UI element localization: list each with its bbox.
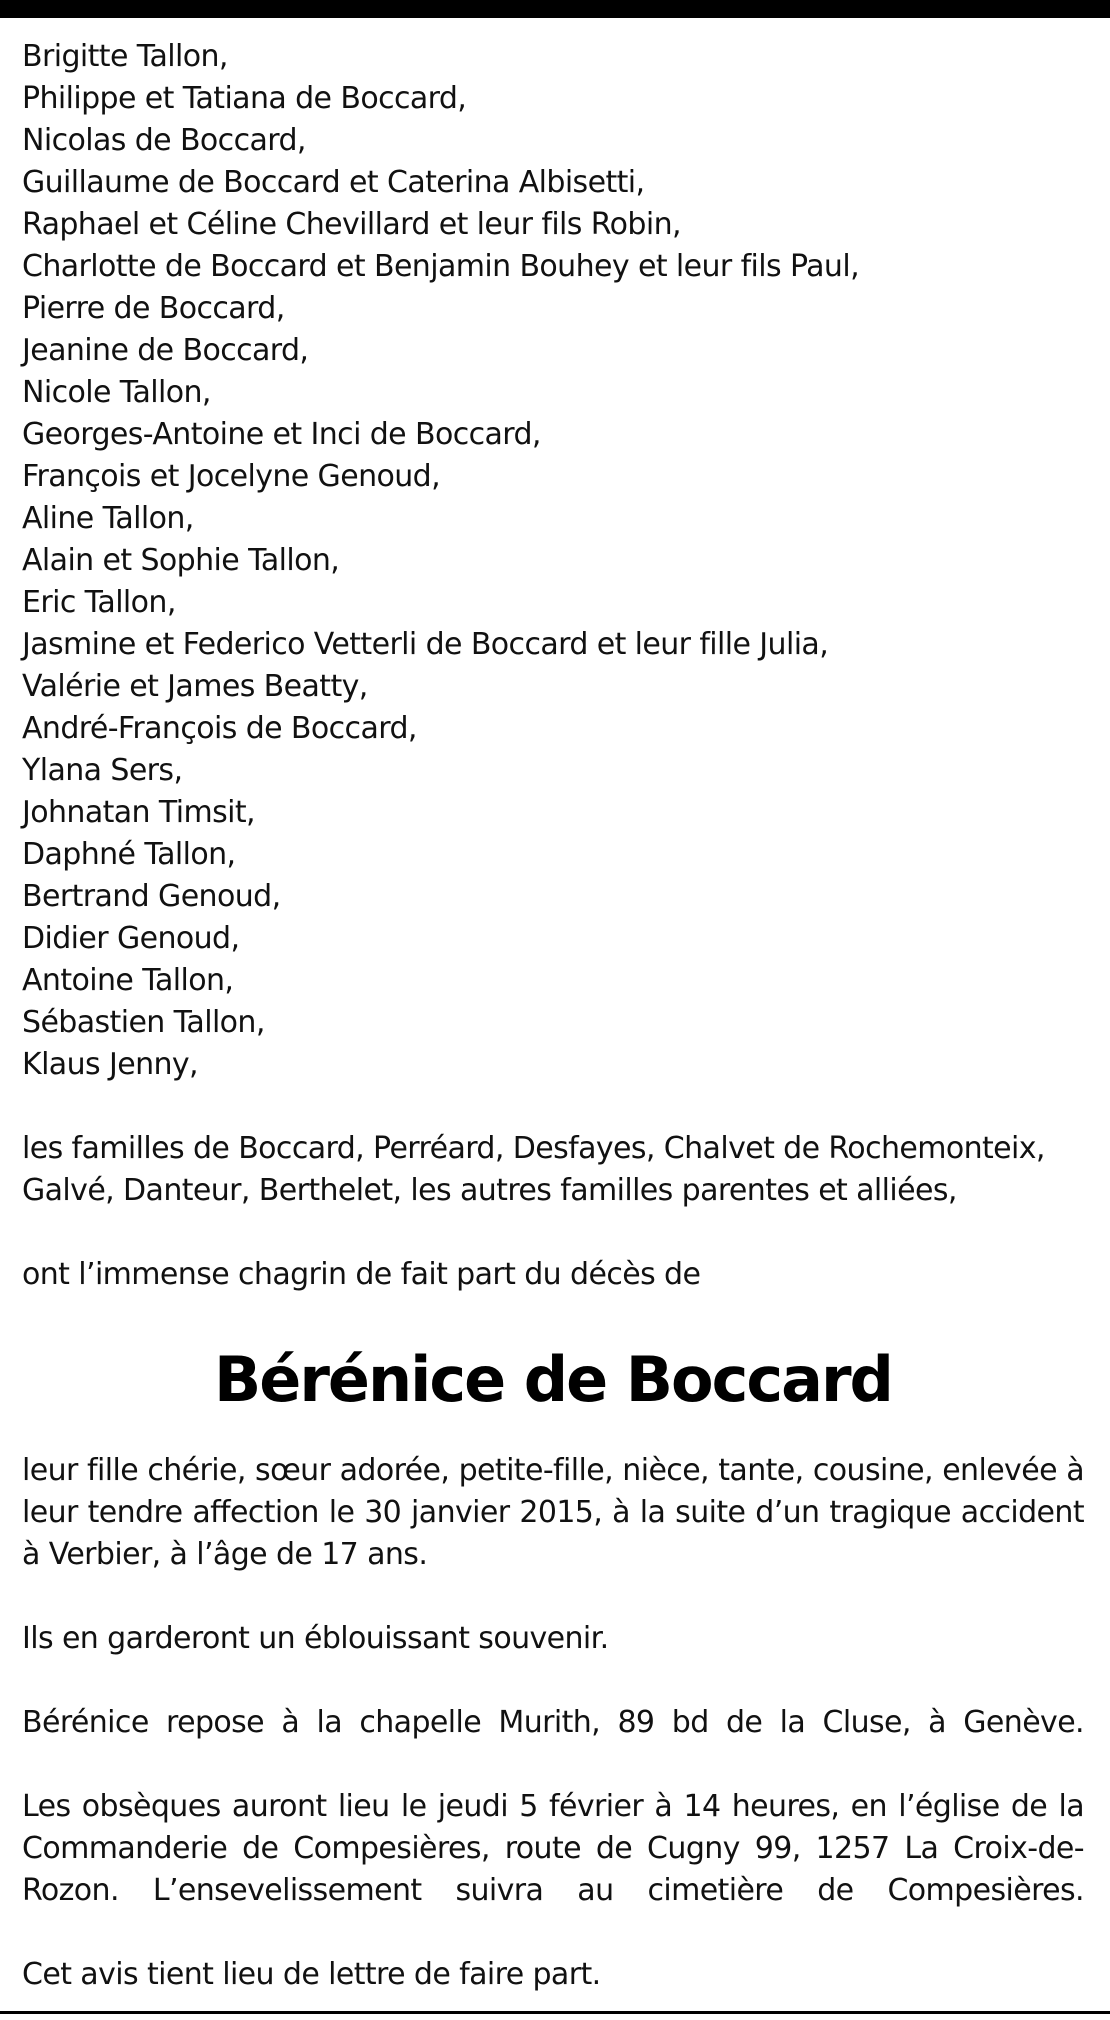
mourner-name: Brigitte Tallon,: [22, 39, 228, 74]
funeral-paragraph: Les obsèques auront lieu le jeudi 5 février à 14 heures, en l’église de la Commanderie de Compesières, route de Cugny 99, 1257 La Croix-de-Rozon. L’ensevelissement suivra au cimetière de Compesières.: [22, 1789, 1084, 1908]
mourner-name: Johnatan Timsit,: [22, 795, 255, 830]
mourner-name: Klaus Jenny,: [22, 1047, 198, 1082]
description-paragraph: leur fille chérie, sœur adorée, petite-fille, nièce, tante, cousine, enlevée à leur tendre affection le 30 janvier 2015, à la suite d’un tragique accident à Verbier, à l’âge de 17 ans.: [22, 1453, 1084, 1572]
mourner-name: Nicole Tallon,: [22, 375, 211, 410]
families-paragraph: les familles de Boccard, Perréard, Desfayes, Chalvet de Rochemonteix, Galvé, Danteur, Berthelet, les autres familles parentes et alliées,: [22, 1131, 1045, 1208]
resting-place-line: Bérénice repose à la chapelle Murith, 89 bd de la Cluse, à Genève.: [22, 1705, 1084, 1740]
mourner-name: André-François de Boccard,: [22, 711, 417, 746]
mourner-name: Pierre de Boccard,: [22, 291, 285, 326]
mourner-name: Aline Tallon,: [22, 501, 194, 536]
mourner-name: Didier Genoud,: [22, 921, 240, 956]
mourner-name: Charlotte de Boccard et Benjamin Bouhey et leur fils Paul,: [22, 249, 860, 284]
bottom-border-rule: [0, 2011, 1110, 2014]
mourner-name: Bertrand Genoud,: [22, 879, 281, 914]
obituary-notice: [22, 36, 1084, 1996]
mourner-name: Jeanine de Boccard,: [22, 333, 309, 368]
mourner-name: Raphael et Céline Chevillard et leur fils Robin,: [22, 207, 681, 242]
mourner-name: François et Jocelyne Genoud,: [22, 459, 441, 494]
mourner-name: Jasmine et Federico Vetterli de Boccard et leur fille Julia,: [22, 627, 829, 662]
announcement-line: ont l’immense chagrin de fait part du décès de: [22, 1257, 701, 1292]
top-border-rule: [0, 0, 1110, 18]
mourners-list: [22, 36, 1084, 1086]
mourner-name: Daphné Tallon,: [22, 837, 236, 872]
mourner-name: Philippe et Tatiana de Boccard,: [22, 81, 467, 116]
mourner-name: Eric Tallon,: [22, 585, 176, 620]
mourner-name: Georges-Antoine et Inci de Boccard,: [22, 417, 541, 452]
mourner-name: Guillaume de Boccard et Caterina Albisetti,: [22, 165, 645, 200]
deceased-name: Bérénice de Boccard: [214, 1343, 892, 1416]
mourner-name: Sébastien Tallon,: [22, 1005, 265, 1040]
mourner-name: Alain et Sophie Tallon,: [22, 543, 340, 578]
mourner-name: Nicolas de Boccard,: [22, 123, 306, 158]
mourner-name: Ylana Sers,: [22, 753, 183, 788]
mourner-name: Antoine Tallon,: [22, 963, 234, 998]
closing-line: Cet avis tient lieu de lettre de faire part.: [22, 1957, 601, 1992]
mourner-name: Valérie et James Beatty,: [22, 669, 368, 704]
memory-line: Ils en garderont un éblouissant souvenir.: [22, 1621, 609, 1656]
